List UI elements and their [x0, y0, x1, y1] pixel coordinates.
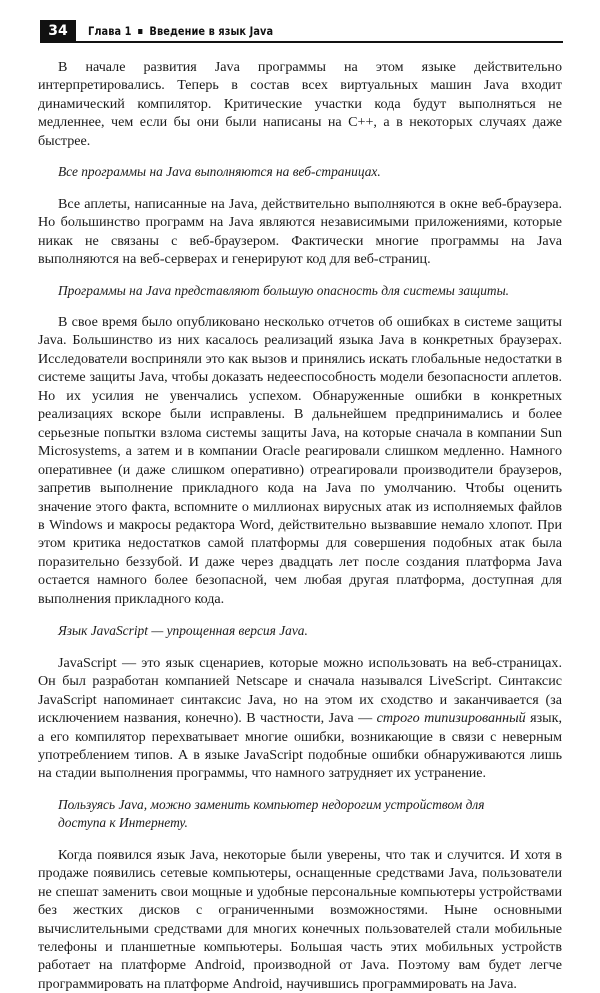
myth-heading: Программы на Java представляют большую опасность для системы защиты. — [58, 282, 510, 298]
running-head — [88, 20, 273, 42]
emphasis-term: строго типизированный — [376, 710, 526, 727]
myth-heading: Все программы на Java выполняются на веб-страницах. — [58, 164, 381, 180]
paragraph: В свое время было опубликовано несколько отчетов об ошибках в системе защиты Java. Большинство из них касалось реализаций языка Java в конкретных браузерах. Исследователи восприняли это как вызов и принялись искать глобальные недостатки в системе защиты Java, чтобы доказать недееспособность модели безопасности аплетов. Но их усилия не увенчались успехом. Обнаруженные ошибки в конкретных реализациях вскоре были исправлены. В дальнейшем предпринимались и более серьезные попытки взлома системы защиты Java, на которые сначала в компании Sun Microsystems, а затем и в компании Oracle реагировали слишком медленно. Намного оперативнее (и даже слишком оперативно) отреагировали производители браузеров, запретив выполнение прикладного кода на Java по умолчанию. Чтобы оценить значение этого факта, вспомните о миллионах вирусных атак из исполняемых файлов в Windows и макросы редактора Word, действительно вызвавшие немало хлопот. При этом критика недостатков самой платформы для совершения подобных атак была поразительно беззубой. И даже через двадцать лет после создания платформа Java остается намного более безопасной, чем любая другая платформа, доступная для выполнения прикладного кода. — [38, 313, 562, 607]
square-bullet-icon — [138, 29, 142, 34]
header-rule — [40, 41, 563, 43]
page-number: 34 — [40, 20, 76, 42]
myth-heading: Пользуясь Java, можно заменить компьютер недорогим устройством для доступа к Интернету. — [58, 796, 485, 831]
paragraph-text: JavaScript — это язык сценариев, которые можно использовать на веб-страницах. Он был разработан компанией Netscape и сначала назывался LiveScript. Синтаксис JavaScript напоминает синтаксис Java, но на этом их сходство и заканчивается (за исключением названия, конечно). В частности, Java — — [38, 654, 562, 727]
page-header — [40, 20, 563, 42]
paragraph: В начале развития Java программы на этом языке действительно интерпретировались. Теперь в состав всех виртуальных машин Java входит динамический компилятор. Критические участки кода будут выполняться не медленнее, чем если бы они были написаны на C++, а в некоторых случаях даже быстрее. — [38, 59, 562, 149]
paragraph: Когда появился язык Java, некоторые были уверены, что так и случится. И хотя в продаже появились сетевые компьютеры, оснащенные средствами Java, пользователи не спешат заменить свои мощные и удобные персональные компьютеры устройствами без жестких дисков с ограниченными возможностями. Ныне основными вычислительными средствами для многих конечных пользователей стали мобильные телефоны и планшетные компьютеры. Большая часть этих мобильных устройств работает на платформе Android, производной от Java. Поэтому вам будет легче программировать на платформе Android, научившись программировать на Java. — [38, 846, 562, 992]
chapter-title: Введение в язык Java — [149, 24, 274, 38]
paragraph — [38, 654, 562, 783]
myth-heading: Язык JavaScript — упрощенная версия Java. — [58, 623, 308, 639]
chapter-label: Глава 1 — [88, 24, 132, 38]
paragraph: Все аплеты, написанные на Java, действительно выполняются в окне веб-браузера. Но большинство программ на Java являются независимыми приложениями, которые никак не связаны с веб-браузером. Фактически многие программы на Java выполняются на веб-серверах и генерируют код для веб-страниц. — [38, 195, 562, 268]
paragraph-text: язык, а его компилятор перехватывает многие ошибки, возникающие в связи с неверным употреблением типов. А в языке JavaScript подобные ошибки обнаруживаются лишь на стадии выполнения программы, что намного затрудняет их устранение. — [38, 710, 562, 782]
